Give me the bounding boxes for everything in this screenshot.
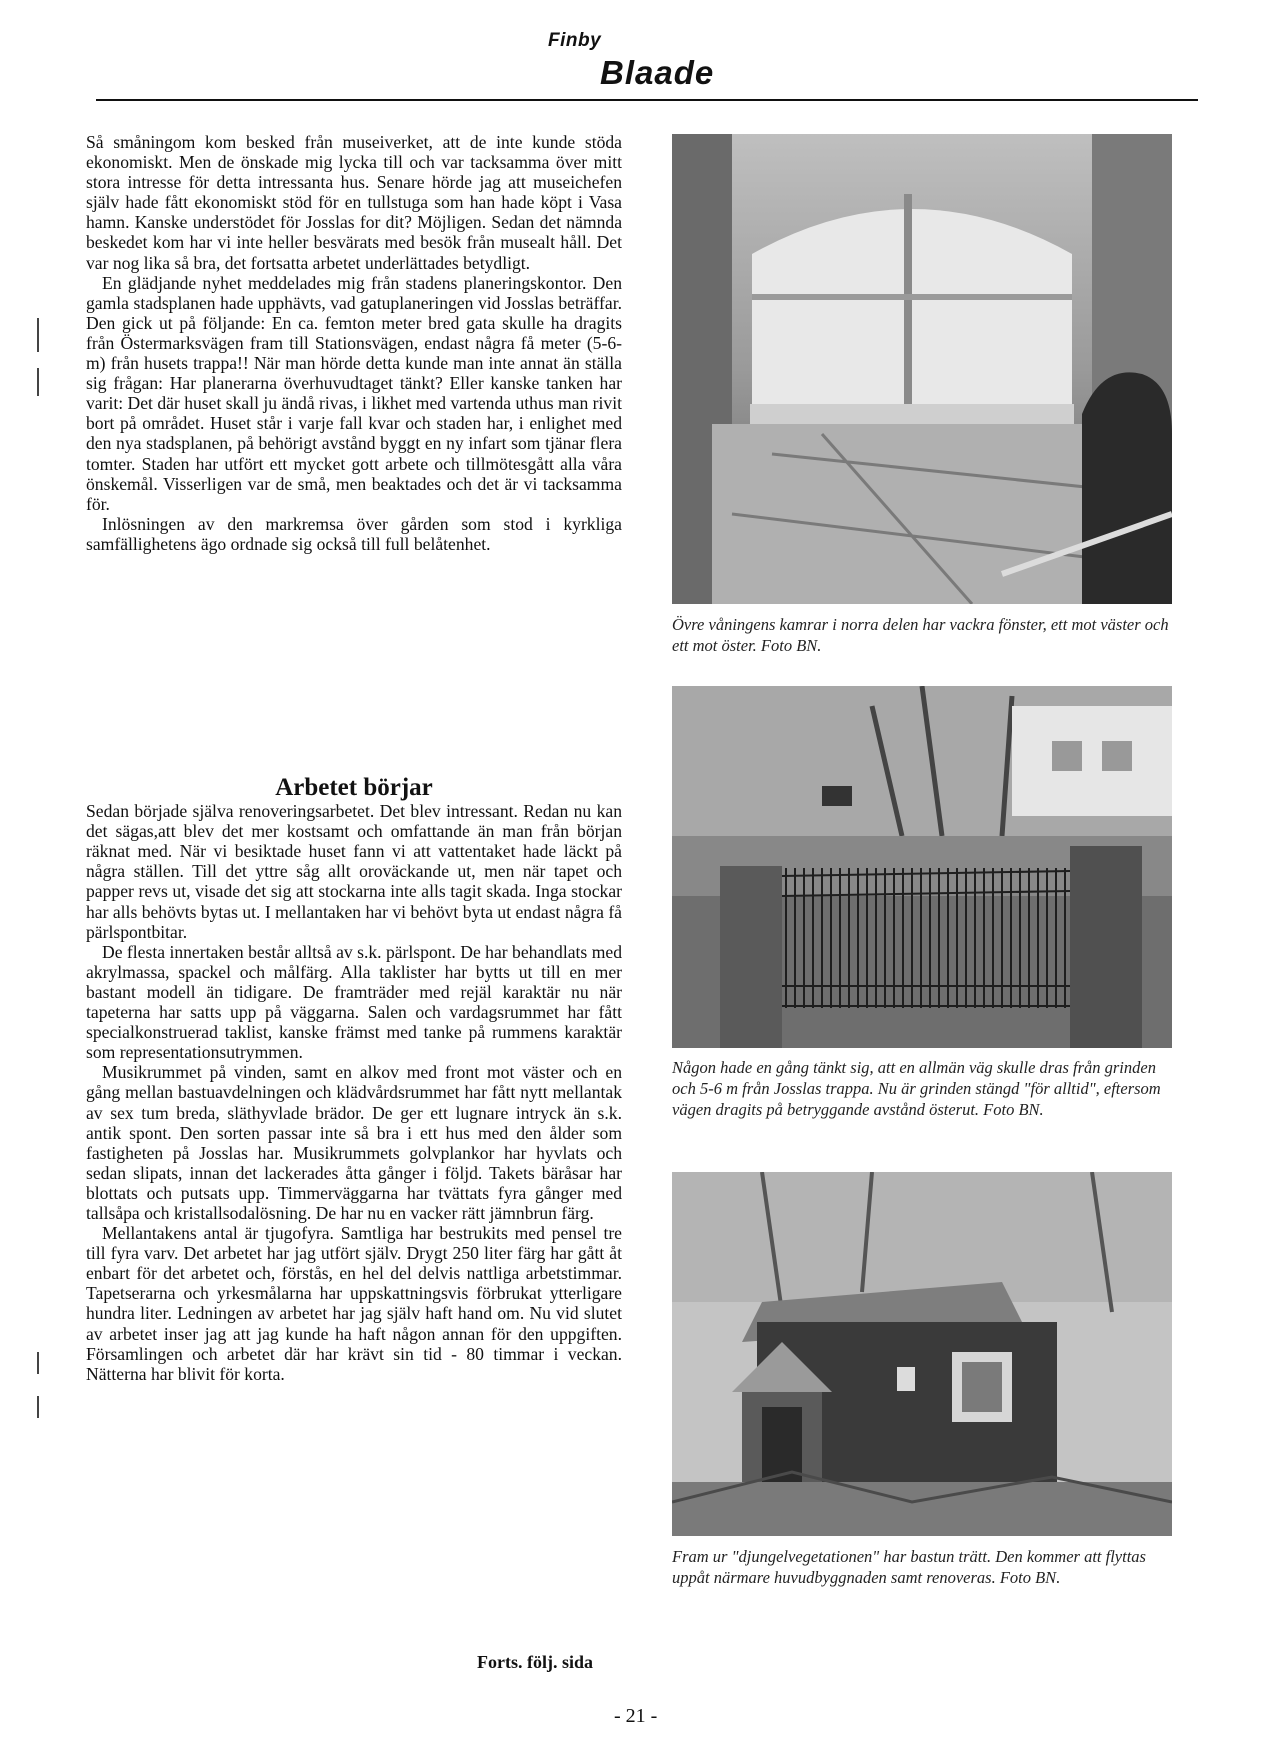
continued-note: Forts. följ. sida — [477, 1652, 593, 1672]
masthead-finby: Finby — [548, 30, 602, 51]
paragraph: De flesta innertaken består alltså av s.k. pärlspont. De har behandlats med akrylmassa, spackel och målfärg. Alla taklister har bytts ut till en mer bastant modell än tidigare. De framträder med rejäl karaktär nu när tapeterna har satts upp på väggarna. Salen och vardagsrummet har fått specialkonstruerad taklist, kanske främst med tanke på rummens karaktär som representationsutrymmen. — [86, 941, 622, 1063]
photo-gate — [672, 686, 1172, 1048]
photo-window-room — [672, 134, 1172, 604]
section-title: Arbetet börjar — [275, 774, 433, 801]
paragraph: Så småningom kom besked från museiverket, att de inte kunde stöda ekonomiskt. Men de önskade mig lycka till och var tacksamma över mitt stora intresse för detta intressanta hus. Senare hörde jag att museichefen själv hade fått ekonomiskt stöd för en tullstuga som han hade köpt i Vasa hamn. Kanske understödet för Josslas for dit? Möjligen. Sedan det nämnda beskedet kom har vi inte heller besvärats med besök från musealt håll. Det var nog lika så bra, det fortsatta arbetet underlättades betydligt. — [86, 132, 622, 273]
photo-sauna — [672, 1172, 1172, 1536]
article-top-text — [86, 132, 622, 554]
masthead — [0, 0, 1275, 110]
paragraph: Musikrummet på vinden, samt en alkov med front mot väster och en gång mellan bastuavdelningen och klädvårdsrummet har fått nytt mellantak av sex tum breda, släthyvlade brädor. De ger ett lugnare intryck än s.k. antik spont. Den sorten passar inte så bra i ett hus med den ålder som fastigheten på Josslas har. Musikrummets golvplankor har hyvlats och sedan slipats, innan det lackerades åtta gånger i följd. Takets bäråsar har blottats och putsats upp. Timmerväggarna har tvättats fyra gånger med tallsåpa och kristallsodalösning. De har nu en vacker rätt jämnbrun färg. — [86, 1062, 622, 1223]
margin-mark — [37, 318, 39, 352]
margin-mark — [37, 1352, 39, 1374]
paragraph: Inlösningen av den markremsa över gården som stod i kyrkliga samfällighetens ägo ordnade sig också till full belåtenhet. — [86, 513, 622, 554]
paragraph: Mellantakens antal är tjugofyra. Samtliga har bestrukits med pensel tre till fyra varv. Det arbetet har jag utfört själv. Drygt 250 liter färg har gått åt enbart för det arbetet och, förstås, en hel del delvis nattliga arbetstimmar. Tapetserarna och yrkesmålarna har uppskattningsvis förbrukat ytterligare hundra liter. Ledningen av arbetet har jag själv haft hand om. Nu vid slutet av arbetet inser jag att jag kunde ha haft någon annan för den uppgiften. Församlingen och arbetet där har krävt sin tid - 80 timmar i veckan. Nätterna har blivit för korta. — [86, 1223, 622, 1384]
masthead-rule — [96, 99, 1198, 101]
article-section-text — [86, 774, 622, 1384]
masthead-blaade: Blaade — [600, 54, 715, 91]
paragraph: Sedan började själva renoveringsarbetet. Det blev intressant. Redan nu kan det sägas,att blev det mer kostsamt och omfattande än man från början räknat med. När vi besiktade huset fann vi att vattentaket hade läckt på några ställen. Till det yttre såg allt oroväckande ut, men när tapet och papper revs ut, visade det sig att stockarna inte alls tagit skada. Inga stockar har alls behövts bytas ut. I mellantaken har vi behövt byta ut endast några få pärlspontbitar. — [86, 801, 622, 942]
margin-mark — [37, 1396, 39, 1418]
caption-photo1: Övre våningens kamrar i norra delen har vackra fönster, ett mot väster och ett mot öster. Foto BN. — [672, 615, 1169, 655]
paragraph: En glädjande nyhet meddelades mig från stadens planeringskontor. Den gamla stadsplanen hade upphävts, vad gatuplaneringen vid Josslas beträffar. Den gick ut på följande: En ca. femton meter bred gata skulle ha dragits från Östermarksvägen fram till Stationsvägen, endast några få meter (5-6-m) från husets trappa!! När man hörde detta kunde man inte annat än ställa sig frågan: Har planerarna överhuvudtaget tänkt? Eller kanske tanken har varit: Det där huset skall ju ändå rivas, i likhet med vartenda uthus man rivit bort på området. Huset står i varje fall kvar och staden har, i enlighet med den nya stadsplanen, på behörigt avstånd byggt en ny infart som tjänar flera tomter. Staden har utfört ett mycket gott arbete och tillmötesgått alla våra önskemål. Visserligen var de små, men beaktades och det är vi tacksamma för. — [86, 272, 622, 514]
caption-photo2: Någon hade en gång tänkt sig, att en allmän väg skulle dras från grinden och 5-6 m från Josslas trappa. Nu är grinden stängd "för alltid", eftersom vägen dragits på betryggande avstånd österut. Foto BN. — [672, 1058, 1161, 1119]
margin-mark — [37, 368, 39, 396]
page-number: - 21 - — [614, 1705, 658, 1727]
caption-photo3: Fram ur "djungelvegetationen" har bastun trätt. Den kommer att flyttas uppåt närmare huvudbyggnaden samt renoveras. Foto BN. — [672, 1547, 1146, 1587]
